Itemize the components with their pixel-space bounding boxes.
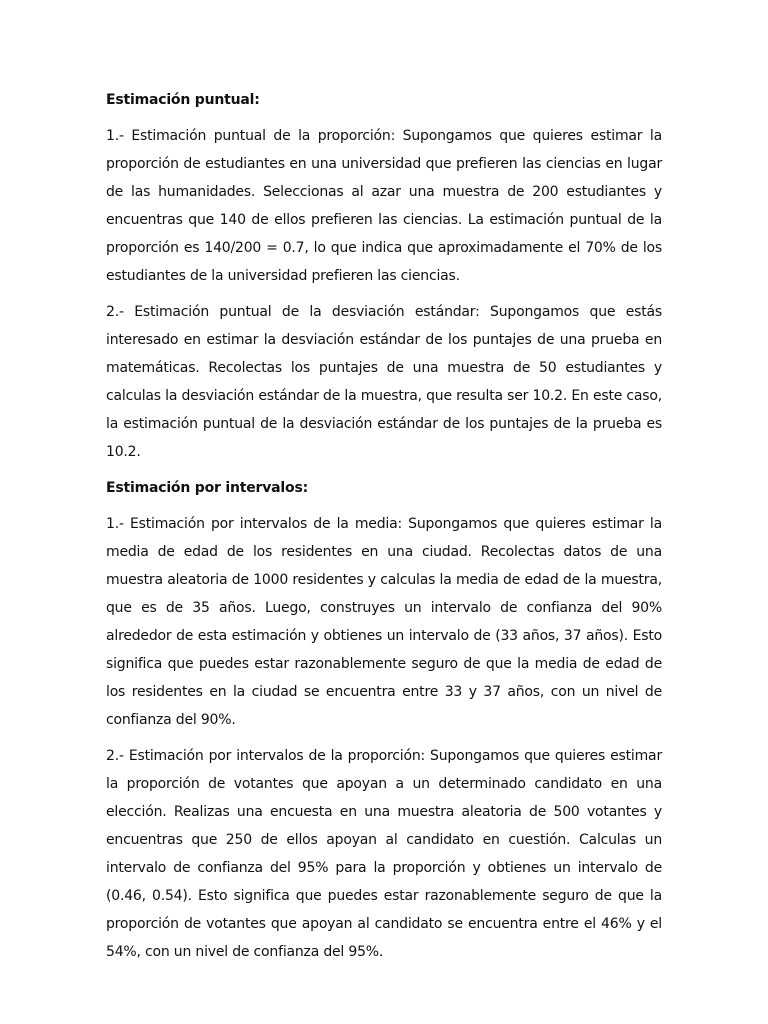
document-page (106, 86, 662, 974)
paragraph-proportion-point-estimate: 1.- Estimación puntual de la proporción: Supongamos que quieres estimar la proporción de estudiantes en una universidad que prefieren las ciencias en lugar de las humanidades. Seleccionas al azar una muestra de 200 estudiantes y encuentras que 140 de ellos prefieren las ciencias. La estimación puntual de la proporción es 140/200 = 0.7, lo que indica que aproximadamente el 70% de los estudiantes de la universidad prefieren las ciencias. (106, 128, 662, 284)
paragraph-proportion-interval-estimate: 2.- Estimación por intervalos de la proporción: Supongamos que quieres estimar la proporción de votantes que apoyan a un determinado candidato en una elección. Realizas una encuesta en una muestra aleatoria de 500 votantes y encuentras que 250 de ellos apoyan al candidato en cuestión. Calculas un intervalo de confianza del 95% para la proporción y obtienes un intervalo de (0.46, 0.54). Esto significa que puedes estar razonablemente seguro de que la proporción de votantes que apoyan al candidato se encuentra entre el 46% y el 54%, con un nivel de confianza del 95%. (106, 748, 662, 960)
section-heading-interval-estimation: Estimación por intervalos: (106, 480, 308, 496)
paragraph-std-dev-point-estimate: 2.- Estimación puntual de la desviación estándar: Supongamos que estás interesado en estimar la desviación estándar de los puntajes de una prueba en matemáticas. Recolectas los puntajes de una muestra de 50 estudiantes y calculas la desviación estándar de la muestra, que resulta ser 10.2. En este caso, la estimación puntual de la desviación estándar de los puntajes de la prueba es 10.2. (106, 304, 662, 460)
paragraph-mean-interval-estimate: 1.- Estimación por intervalos de la media: Supongamos que quieres estimar la media de edad de los residentes en una ciudad. Recolectas datos de una muestra aleatoria de 1000 residentes y calculas la media de edad de la muestra, que es de 35 años. Luego, construyes un intervalo de confianza del 90% alrededor de esta estimación y obtienes un intervalo de (33 años, 37 años). Esto significa que puedes estar razonablemente seguro de que la media de edad de los residentes en la ciudad se encuentra entre 33 y 37 años, con un nivel de confianza del 90%. (106, 516, 662, 728)
section-heading-point-estimation: Estimación puntual: (106, 92, 260, 108)
